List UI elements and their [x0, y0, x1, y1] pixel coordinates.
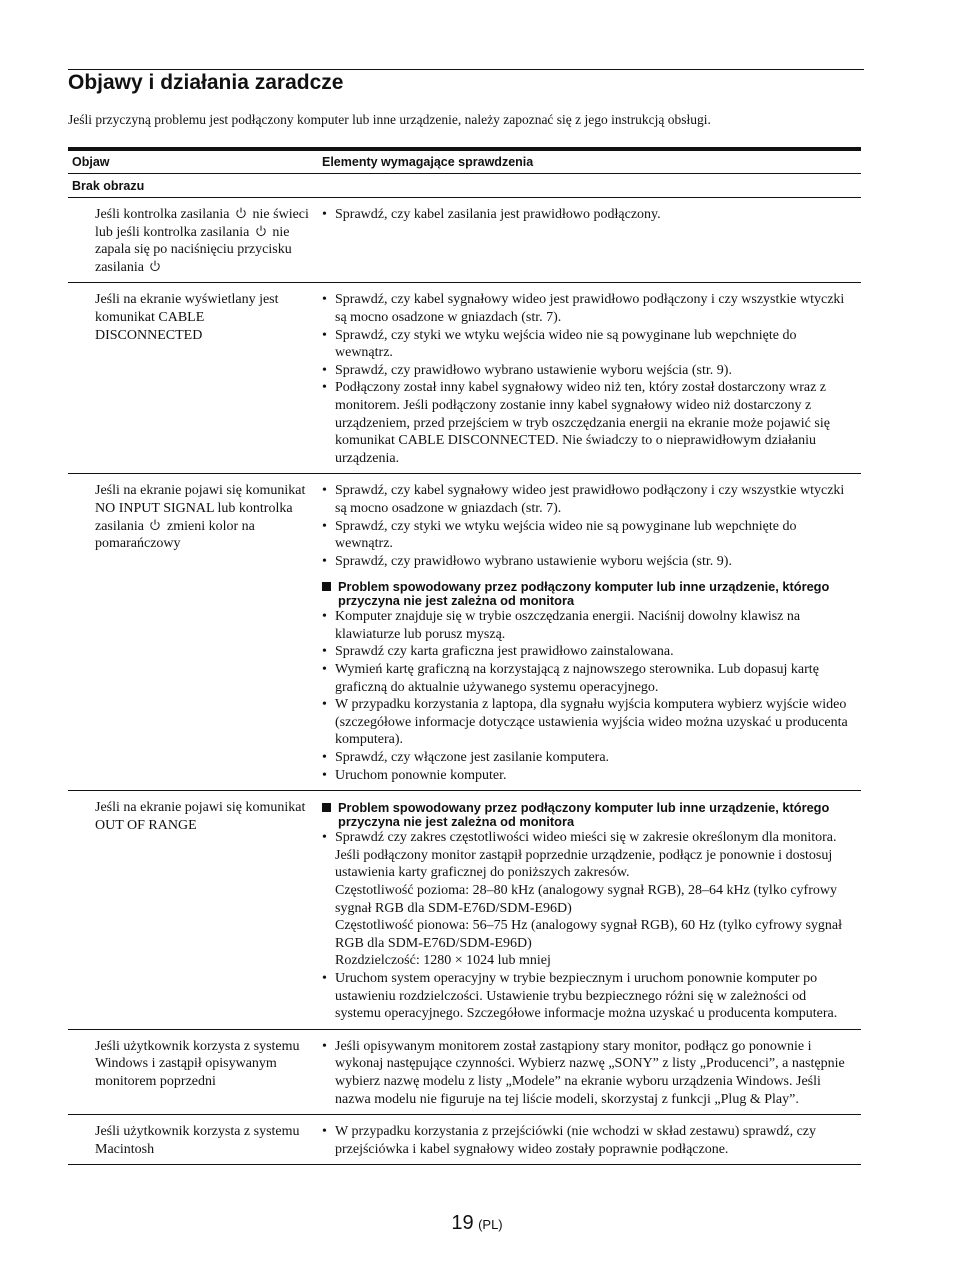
symptom-cell: Jeśli użytkownik korzysta z systemu Macintosh: [95, 1124, 300, 1157]
page-number-value: 19: [451, 1212, 474, 1234]
list-item: • Sprawdź, czy kabel zasilania jest prawidłowo podłączony.: [321, 206, 855, 224]
list-item: • Podłączony został inny kabel sygnałowy wideo niż ten, który został dostarczony wraz z monitorem. Jeśli podłączony zostanie inny kabel sygnałowy wideo niż dostarczony z urządzeniem, przed przejściem w tryb oszczędzania energii na ekranie może pojawić się komunikat CABLE DISCONNECTED. Nie świadczy to o nieprawidłowym działaniu urządzenia.: [321, 379, 855, 467]
list-item: • Sprawdź, czy prawidłowo wybrano ustawienie wyboru wejścia (str. 9).: [321, 553, 855, 571]
page-number: [0, 1212, 954, 1235]
table-row: [68, 283, 861, 474]
list-item: • Sprawdź, czy kabel sygnałowy wideo jest prawidłowo podłączony i czy wszystkie wtyczki są mocno osadzone w gniazdach (str. 7).: [321, 291, 855, 326]
check-list: [321, 206, 855, 224]
page-title: Objawy i działania zaradcze: [68, 71, 344, 94]
horizontal-frequency: Częstotliwość pozioma: 28–80 kHz (analogowy sygnał RGB), 28–64 kHz (tylko cyfrowy sygnał RGB dla SDM-E76D/SDM-E96D): [335, 883, 837, 916]
table-row: [68, 474, 861, 791]
list-item: • Sprawdź, czy prawidłowo wybrano ustawienie wyboru wejścia (str. 9).: [321, 362, 855, 380]
check-list: [321, 608, 855, 784]
list-item-text: Sprawdź czy zakres częstotliwości wideo mieści się w zakresie określonym dla monitora. Jeśli podłączony monitor zastąpił poprzednie urządzenie, podłącz je ponownie i dostosuj ustawienia karty graficznej do poniższych zakresów.: [335, 830, 837, 881]
list-item: • Jeśli opisywanym monitorem został zastąpiony stary monitor, podłącz go ponownie i wykonaj następujące czynności. Wybierz nazwę „SONY” z listy „Producenci”, a następnie wybierz nazwę modelu z listy „Modele” na ekranie wyboru urządzenia Windows. Jeśli nazwa modelu nie figuruje na tej liście modeli, skorzystaj z funkcji „Plug & Play”.: [321, 1038, 855, 1108]
subheading-computer-problem: Problem spowodowany przez podłączony komputer lub inne urządzenie, którego przyczyna nie jest zależna od monitora: [321, 580, 855, 608]
vertical-frequency: Częstotliwość pionowa: 56–75 Hz (analogowy sygnał RGB), 60 Hz (tylko cyfrowy sygnał RGB dla SDM-E76D/SDM-E96D): [335, 918, 843, 951]
check-list: [321, 829, 855, 1023]
category-no-picture: Brak obrazu: [68, 174, 861, 198]
check-cell: [321, 791, 861, 1029]
symptom-text: Jeśli na ekranie pojawi się komunikat NO INPUT SIGNAL lub kontrolka zasilania: [95, 483, 306, 534]
header-symptom: Objaw: [72, 155, 110, 169]
list-item: • Sprawdź, czy styki we wtyku wejścia wideo nie są powyginane lub wepchnięte do wewnątrz.: [321, 327, 855, 362]
symptom-cell: [95, 198, 321, 282]
list-item: • W przypadku korzystania z przejściówki (nie wchodzi w skład zestawu) sprawdź, czy przejściówka i kabel sygnałowy wideo zostały poprawnie podłączone.: [321, 1123, 855, 1158]
page-language: (PL): [478, 1217, 503, 1232]
check-list: [321, 291, 855, 467]
power-icon: [149, 260, 161, 272]
table-row: [68, 198, 861, 283]
list-item: • Sprawdź, czy włączone jest zasilanie komputera.: [321, 749, 855, 767]
power-icon: [149, 519, 161, 531]
symptom-cell: Jeśli użytkownik korzysta z systemu Windows i zastąpił opisywanym monitorem poprzedni: [95, 1038, 300, 1089]
table-row: [68, 1115, 861, 1165]
symptom-text: nie zapala się po naciśnięciu przycisku zasilania: [95, 224, 292, 275]
table-row: [68, 791, 861, 1030]
intro-text: Jeśli przyczyną problemu jest podłączony komputer lub inne urządzenie, należy zapoznać się z jego instrukcją obsługi.: [68, 112, 711, 127]
list-item: • Sprawdź, czy kabel sygnałowy wideo jest prawidłowo podłączony i czy wszystkie wtyczki są mocno osadzone w gniazdach (str. 7).: [321, 482, 855, 517]
list-item: • Sprawdź, czy styki we wtyku wejścia wideo nie są powyginane lub wepchnięte do wewnątrz.: [321, 518, 855, 553]
resolution: Rozdzielczość: 1280 × 1024 lub mniej: [335, 953, 551, 969]
top-rule: [68, 69, 864, 70]
table-header: [68, 147, 861, 174]
check-list: [321, 1123, 855, 1158]
list-item: • Uruchom system operacyjny w trybie bezpiecznym i uruchom ponownie komputer po ustawieniu rozdzielczości. Ustawienie trybu bezpiecznego różni się w zależności od systemu operacyjnego. Szczegółowe informacje można uzyskać u producenta komputera.: [321, 970, 855, 1023]
symptom-cell: Jeśli na ekranie wyświetlany jest komunikat CABLE DISCONNECTED: [95, 292, 279, 343]
subheading-computer-problem: Problem spowodowany przez podłączony komputer lub inne urządzenie, którego przyczyna nie jest zależna od monitora: [321, 801, 855, 829]
check-cell: [321, 1030, 861, 1114]
symptom-text: Jeśli kontrolka zasilania: [95, 207, 230, 222]
power-icon: [255, 225, 267, 237]
troubleshooting-table: [68, 147, 861, 1165]
check-cell: [321, 1115, 861, 1164]
symptom-cell: Jeśli na ekranie pojawi się komunikat OUT OF RANGE: [95, 800, 306, 833]
check-cell: [321, 283, 861, 473]
check-list: [321, 1038, 855, 1108]
table-row: [68, 1030, 861, 1115]
list-item: • W przypadku korzystania z laptopa, dla sygnału wyjścia komputera wybierz wyjście wideo (szczegółowe informacje dotyczące ustawienia wyjścia wideo można uzyskać u producenta komputera).: [321, 696, 855, 749]
symptom-text: zmieni kolor na pomarańczowy: [95, 518, 255, 552]
list-item: • Komputer znajduje się w trybie oszczędzania energii. Naciśnij dowolny klawisz na klawiaturze lub porusz myszą.: [321, 608, 855, 643]
power-icon: [235, 207, 247, 219]
header-check: Elementy wymagające sprawdzenia: [322, 155, 534, 169]
check-list: [321, 482, 855, 570]
list-item: [321, 829, 855, 970]
check-cell: [321, 198, 861, 282]
check-cell: [321, 474, 861, 790]
list-item: • Uruchom ponownie komputer.: [321, 767, 855, 785]
symptom-cell: [95, 474, 321, 790]
list-item: • Wymień kartę graficzną na korzystającą z najnowszego sterownika. Lub dopasuj kartę graficzną do aktualnie używanego systemu operacyjnego.: [321, 661, 855, 696]
symptom-text: nie świeci lub jeśli kontrolka zasilania: [95, 207, 309, 240]
list-item: • Sprawdź czy karta graficzna jest prawidłowo zainstalowana.: [321, 643, 855, 661]
